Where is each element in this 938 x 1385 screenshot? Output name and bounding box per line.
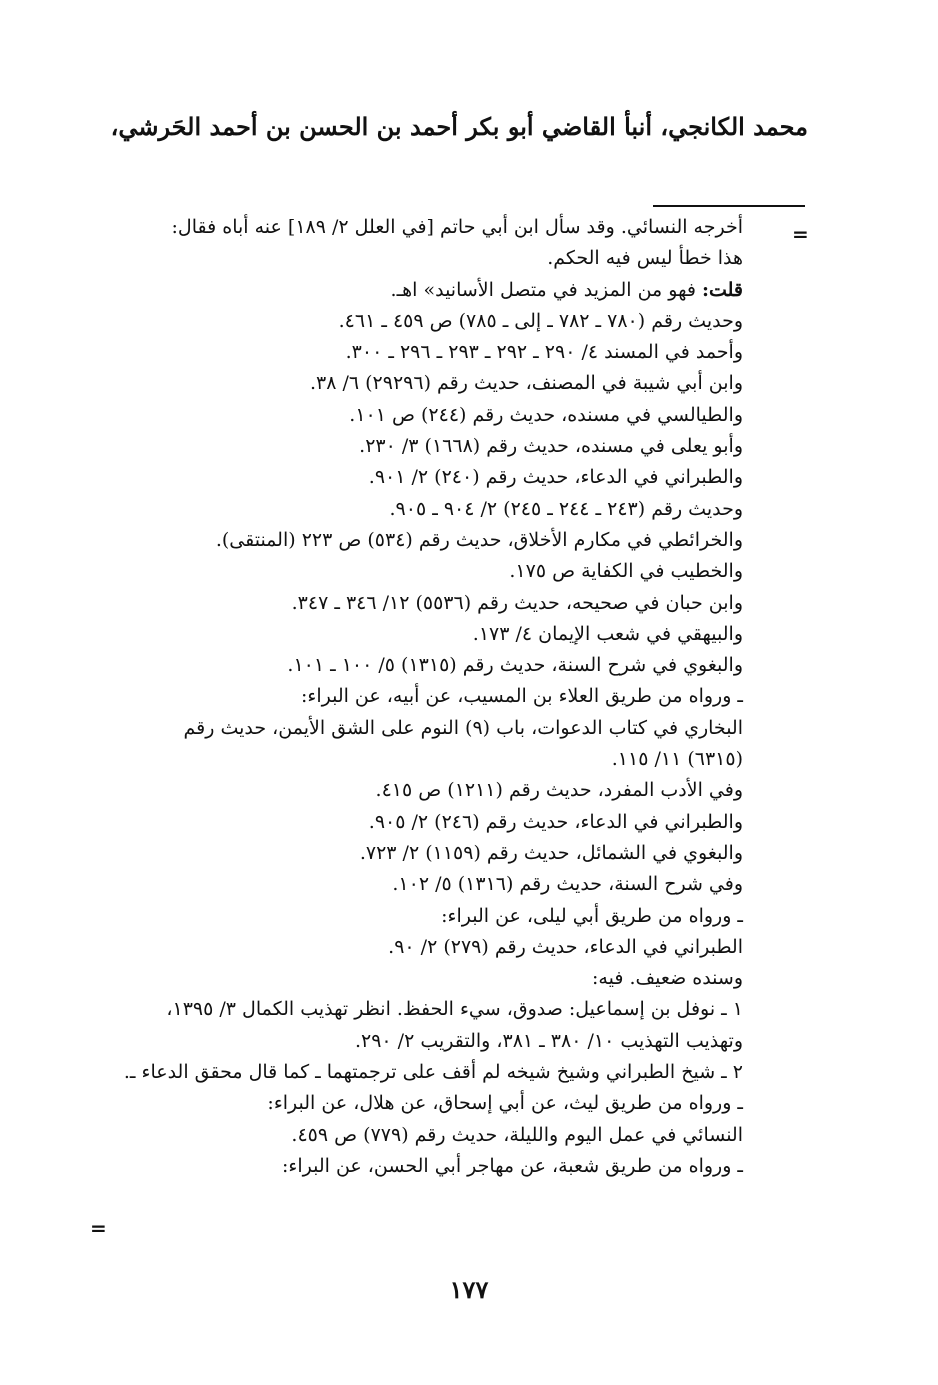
footnote-line: والبغوي في الشمائل، حديث رقم (١١٥٩) ٢/ ٧٢٣. [359, 841, 743, 864]
footnote-line: وحديث رقم (٢٤٣ ـ ٢٤٤ ـ ٢٤٥) ٢/ ٩٠٤ ـ ٩٠٥. [389, 497, 743, 520]
continuation-marker-bottom: = [90, 1216, 107, 1240]
main-text-line: محمد الكانجي، أنبأ القاضي أبو بكر أحمد بن الحسن بن أحمد الحَرشي، [110, 112, 808, 141]
footnote-line: هذا خطأ ليس فيه الحكم. [547, 247, 743, 270]
footnote-line: وأبو يعلى في مسنده، حديث رقم (١٦٦٨) ٣/ ٢٣٠. [359, 435, 743, 458]
footnote-line: ـ ورواه من طريق ليث، عن أبي إسحاق، عن هلال، عن البراء: [267, 1092, 743, 1115]
footnote-separator [653, 205, 805, 207]
page-number: ١٧٧ [449, 1275, 489, 1304]
footnote-line: وسنده ضعيف. فيه: [592, 967, 743, 990]
footnote-line: الطبراني في الدعاء، حديث رقم (٢٧٩) ٢/ ٩٠. [388, 935, 743, 958]
footnote-line: وابن حبان في صحيحه، حديث رقم (٥٥٣٦) ١٢/ ٣٤٦ ـ ٣٤٧. [291, 591, 743, 614]
footnote-line: وابن أبي شيبة في المصنف، حديث رقم (٢٩٢٩٦) ٦/ ٣٨. [309, 372, 743, 395]
footnote-line: ١ ـ نوفل بن إسماعيل: صدوق، سيء الحفظ. انظر تهذيب الكمال ٣/ ١٣٩٥، [166, 998, 743, 1021]
footnote-line: وتهذيب التهذيب ١٠/ ٣٨٠ ـ ٣٨١، والتقريب ٢/ ٢٩٠. [354, 1029, 743, 1052]
footnote-line: ـ ورواه من طريق شعبة، عن مهاجر أبي الحسن، عن البراء: [282, 1154, 743, 1177]
footnote-line: ٢ ـ شيخ الطبراني وشيخ شيخه لم أقف على ترجمتهما ـ كما قال محقق الدعاء ـ. [123, 1061, 743, 1084]
footnote-line: ـ ورواه من طريق العلاء بن المسيب، عن أبيه، عن البراء: [300, 685, 743, 708]
footnote-line: والطيالسي في مسنده، حديث رقم (٢٤٤) ص ١٠١. [349, 403, 743, 426]
qult-text: فهو من المزيد في متصل الأسانيد» اهـ. [390, 278, 696, 301]
footnote-line: البخاري في كتاب الدعوات، باب (٩) النوم على الشق الأيمن، حديث رقم [183, 716, 743, 739]
footnote-line: والخرائطي في مكارم الأخلاق، حديث رقم (٥٣٤) ص ٢٢٣ (المنتقى). [215, 528, 743, 551]
footnote-line: النسائي في عمل اليوم والليلة، حديث رقم (٧٧٩) ص ٤٥٩. [291, 1123, 743, 1146]
continuation-marker-top: = [792, 222, 809, 246]
footnote-line: والبيهقي في شعب الإيمان ٤/ ١٧٣. [472, 622, 743, 645]
footnote-line: والبغوي في شرح السنة، حديث رقم (١٣١٥) ٥/ ١٠٠ ـ ١٠١. [287, 654, 743, 677]
footnote-line: وأحمد في المسند ٤/ ٢٩٠ ـ ٢٩٢ ـ ٢٩٣ ـ ٢٩٦ ـ ٣٠٠. [345, 341, 743, 364]
footnote-line: وفي شرح السنة، حديث رقم (١٣١٦) ٥/ ١٠٢. [392, 873, 743, 896]
footnotes [100, 212, 743, 1182]
footnote-line: (٦٣١٥) ١١/ ١١٥. [611, 748, 743, 771]
footnote-line: والطبراني في الدعاء، حديث رقم (٢٤٠) ٢/ ٩٠١. [368, 466, 743, 489]
footnote-line: وحديث رقم (٧٨٠ ـ ٧٨٢ ـ إلى ـ ٧٨٥) ص ٤٥٩ ـ ٤٦١. [338, 309, 743, 332]
footnote-line: والطبراني في الدعاء، حديث رقم (٢٤٦) ٢/ ٩٠٥. [368, 810, 743, 833]
footnote-line: وفي الأدب المفرد، حديث رقم (١٢١١) ص ٤١٥. [375, 779, 743, 802]
footnote-line: أخرجه النسائي. وقد سأل ابن أبي حاتم [في العلل ٢/ ١٨٩] عنه أباه فقال: [171, 216, 743, 238]
footnote-line-qult [100, 275, 743, 306]
footnote-line: والخطيب في الكفاية ص ١٧٥. [509, 560, 743, 583]
qult-label: قلت: [701, 278, 743, 301]
footnote-line: ـ ورواه من طريق أبي ليلى، عن البراء: [441, 904, 743, 927]
